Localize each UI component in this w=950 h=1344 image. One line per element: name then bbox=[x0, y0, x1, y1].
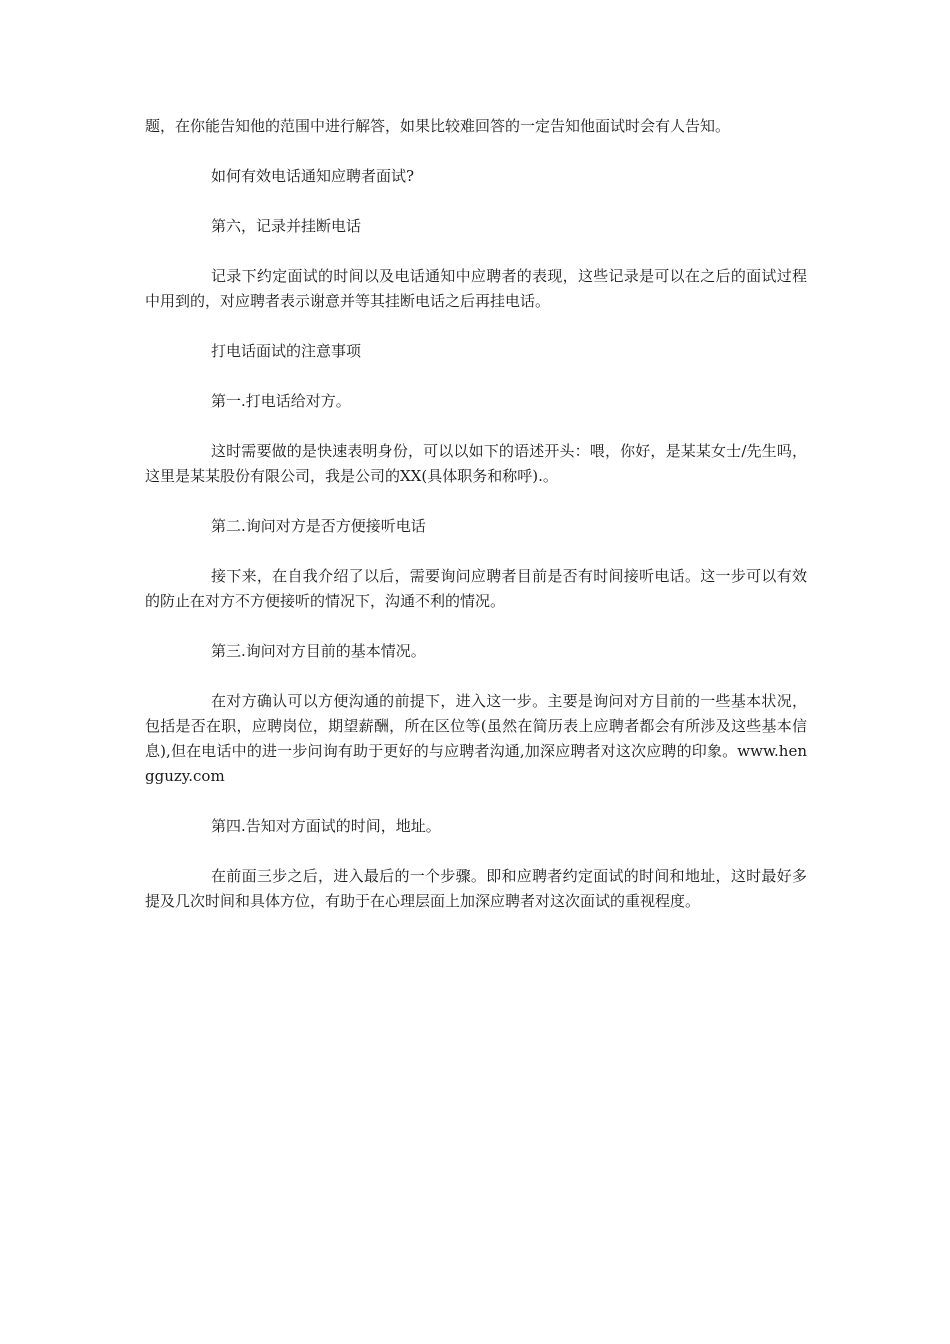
paragraph-step-six: 记录下约定面试的时间以及电话通知中应聘者的表现，这些记录是可以在之后的面试过程中用到的，对应聘者表示谢意并等其挂断电话之后再挂电话。 bbox=[145, 267, 807, 310]
heading-step-six: 第六，记录并挂断电话 bbox=[211, 217, 362, 235]
paragraph-step-two: 接下来，在自我介绍了以后，需要询问应聘者目前是否有时间接听电话。这一步可以有效的防止在对方不方便接听的情况下，沟通不利的情况。 bbox=[145, 567, 807, 610]
heading-step-one: 第一.打电话给对方。 bbox=[211, 392, 351, 410]
heading-phone-notify: 如何有效电话通知应聘者面试? bbox=[211, 167, 415, 185]
paragraph-step-four: 在前面三步之后，进入最后的一个步骤。即和应聘者约定面试的时间和地址，这时最好多提及几次时间和具体方位，有助于在心理层面上加深应聘者对这次面试的重视程度。 bbox=[145, 867, 807, 910]
heading-precautions: 打电话面试的注意事项 bbox=[211, 342, 362, 360]
heading-step-two: 第二.询问对方是否方便接听电话 bbox=[211, 517, 426, 535]
document-body bbox=[145, 114, 807, 939]
heading-step-three: 第三.询问对方目前的基本情况。 bbox=[211, 642, 426, 660]
paragraph-step-one: 这时需要做的是快速表明身份，可以以如下的语述开头：喂，你好，是某某女士/先生吗，这里是某某股份有限公司，我是公司的XX(具体职务和称呼).。 bbox=[145, 442, 807, 485]
paragraph-step-three: 在对方确认可以方便沟通的前提下，进入这一步。主要是询问对方目前的一些基本状况，包括是否在职，应聘岗位，期望薪酬，所在区位等(虽然在简历表上应聘者都会有所涉及这些基本信息),但在电话中的进一步问询有助于更好的与应聘者沟通,加深应聘者对这次应聘的印象。www.hengguzy.com bbox=[145, 692, 807, 785]
paragraph-continuation: 题，在你能告知他的范围中进行解答，如果比较难回答的一定告知他面试时会有人告知。 bbox=[145, 117, 731, 135]
heading-step-four: 第四.告知对方面试的时间，地址。 bbox=[211, 817, 441, 835]
